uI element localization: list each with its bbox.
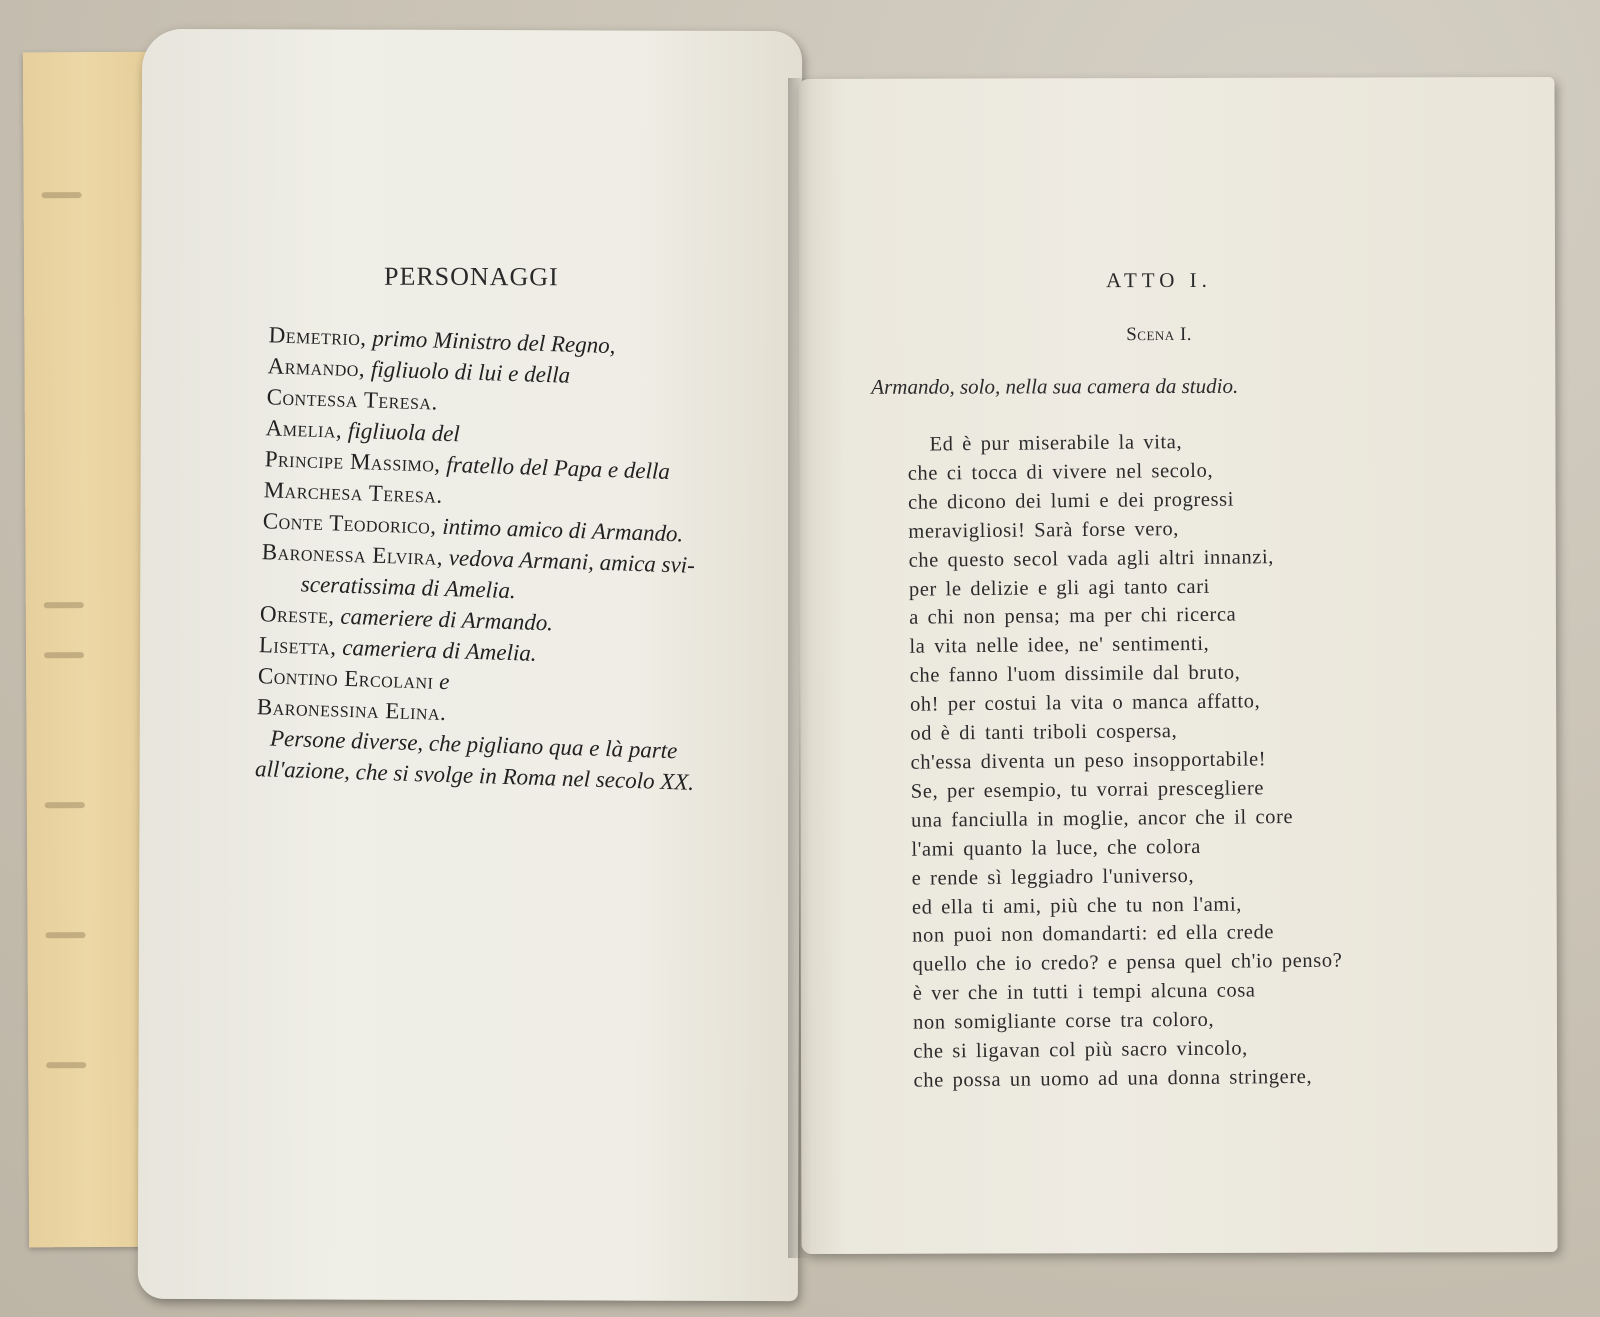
binding-stitch <box>45 802 85 808</box>
scene-heading: Scena I. <box>1126 323 1193 346</box>
binding-stitch <box>42 192 82 198</box>
character-name: Oreste, <box>259 601 336 629</box>
verse-line: e rende sì leggiadro l'universo, <box>911 864 1195 890</box>
verse-line: Se, per esempio, tu vorrai prescegliere <box>910 777 1265 803</box>
cast-note: all'azione, che si svolge in Roma nel secolo XX. <box>254 756 695 795</box>
verse-line: è ver che in tutti i tempi alcuna cosa <box>912 979 1256 1005</box>
verse-line: che questo secol vada agli altri innanzi, <box>908 545 1275 572</box>
character-description: vedova Armani, amica svi- <box>448 545 696 578</box>
right-page <box>798 77 1557 1254</box>
character-name: Baronessina Elina. <box>256 694 447 726</box>
show-through-text: ​ <box>471 161 472 233</box>
left-page <box>138 29 802 1301</box>
verse-line: per le delizie e gli agi tanto cari <box>908 575 1210 601</box>
verse-line: che dicono dei lumi e dei progressi <box>907 488 1235 514</box>
verse-line: che fanno l'uom dissimile dal bruto, <box>909 661 1241 687</box>
character-name: Marchesa Teresa. <box>263 477 444 508</box>
character-description: intimo amico di Armando. <box>441 513 684 547</box>
character-description: figliuola del <box>347 417 461 447</box>
character-name: Amelia, <box>265 415 343 443</box>
character-name: Baronessa Elvira, <box>261 539 444 570</box>
verse-line: oh! per costui la vita o manca affatto, <box>909 690 1261 716</box>
character-name: Conte Teodorico, <box>262 508 437 539</box>
binding-stitch <box>44 602 84 608</box>
character-name: Contino Ercolani <box>257 663 434 694</box>
verse-text <box>907 427 1343 1096</box>
verse-line: l'ami quanto la luce, che colora <box>911 835 1201 861</box>
verse-line: non somigliante corse tra coloro, <box>912 1008 1215 1034</box>
character-description: figliuolo di lui e della <box>370 356 571 388</box>
verse-line: non puoi non domandarti: ed ella crede <box>912 921 1275 948</box>
cast-note: Persone diverse, che pigliano qua e là parte <box>269 725 678 764</box>
character-description: fratello del Papa e della <box>446 451 671 484</box>
verse-line: ch'essa diventa un peso insopportabile! <box>910 748 1267 774</box>
character-name: Principe Massimo, <box>264 446 442 477</box>
verse-line: Ed è pur miserabile la vita, <box>929 431 1183 456</box>
verse-line: una fanciulla in moglie, ancor che il core <box>911 805 1294 832</box>
binding-stitch <box>46 1062 86 1068</box>
character-name: Lisetta, <box>258 632 337 660</box>
verse-line: ed ella ti ami, più che tu non l'ami, <box>911 893 1243 919</box>
verse-line: meravigliosi! Sarà forse vero, <box>908 517 1180 543</box>
character-description: primo Ministro del Regno, <box>371 325 616 359</box>
character-name: Demetrio, <box>268 322 368 351</box>
character-description: sceratissima di Amelia. <box>300 571 517 604</box>
book-gutter-shadow <box>788 78 812 1258</box>
binding-stitch <box>45 932 85 938</box>
verse-line: che si ligavan col più sacro vincolo, <box>913 1037 1248 1063</box>
verse-line: che possa un uomo ad una donna stringere, <box>913 1065 1313 1092</box>
character-description: e <box>438 668 450 695</box>
character-description: cameriere di Armando. <box>340 603 554 636</box>
verse-line: la vita nelle idee, ne' sentimenti, <box>909 633 1210 659</box>
verse-line: a chi non pensa; ma per chi ricerca <box>909 603 1237 630</box>
verse-line: che ci tocca di vivere nel secolo, <box>907 459 1214 485</box>
verse-line: quello che io credo? e pensa quel ch'io penso? <box>912 949 1343 976</box>
character-name: Contessa Teresa. <box>266 384 439 415</box>
binding-stitch <box>44 652 84 658</box>
character-name: Armando, <box>267 353 366 382</box>
act-heading: ATTO I. <box>1106 267 1212 293</box>
cast-list <box>255 319 789 800</box>
verse-line: od è di tanti triboli cospersa, <box>910 720 1178 745</box>
stage-direction: Armando, solo, nella sua camera da studio. <box>871 373 1239 399</box>
page-title: PERSONAGGI <box>383 261 559 292</box>
character-description: cameriera di Amelia. <box>341 634 538 666</box>
